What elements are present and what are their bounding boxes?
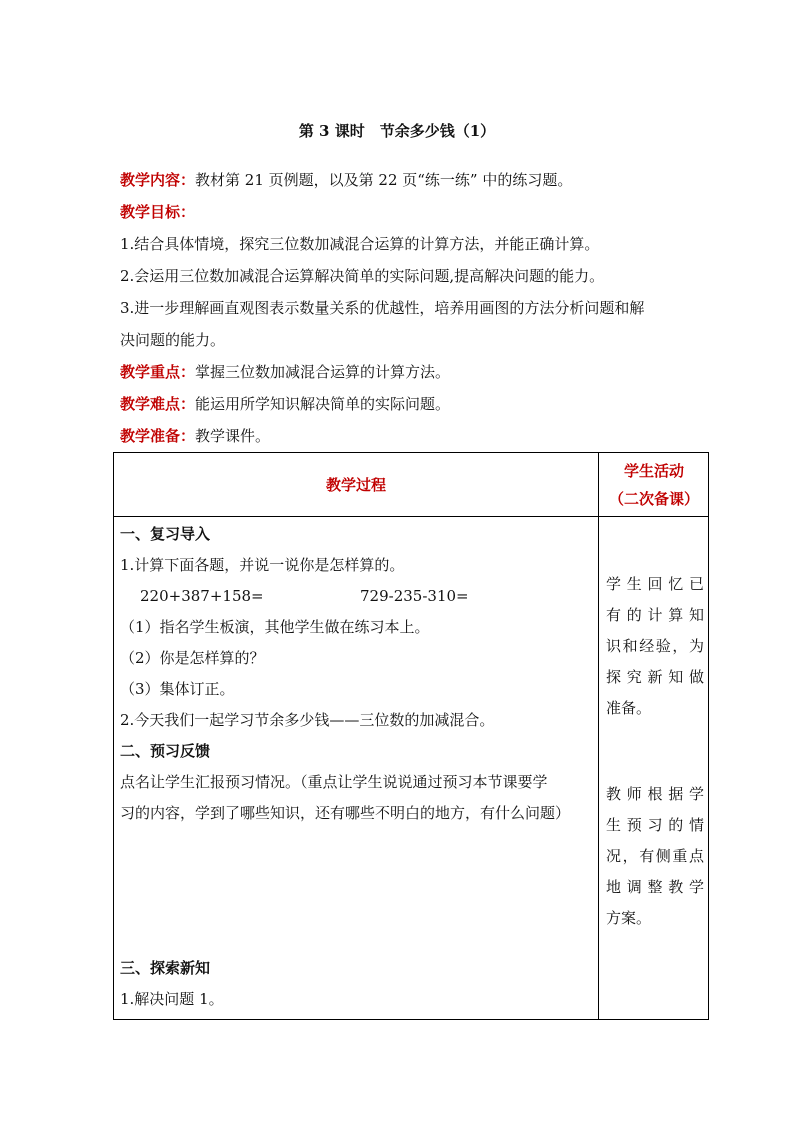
preview-line-2: 习的内容，学到了哪些知识，还有哪些不明白的地方，有什么问题） bbox=[120, 804, 571, 822]
section-review-title: 一、复习导入 bbox=[120, 525, 211, 543]
header-side-line2: （二次备课） bbox=[608, 489, 699, 508]
student-activity-note-1 bbox=[606, 569, 704, 724]
meta-goal-3-cont: 决问题的能力。 bbox=[120, 331, 226, 349]
spacer bbox=[120, 891, 595, 922]
note-line: 地调整教学 bbox=[606, 878, 704, 896]
note-line: 方案。 bbox=[606, 909, 652, 927]
meta-label: 教学目标： bbox=[120, 203, 196, 221]
meta-content bbox=[120, 164, 710, 196]
spacer bbox=[120, 829, 595, 860]
note-line: 况，有侧重点 bbox=[606, 847, 704, 865]
meta-key-point bbox=[120, 356, 710, 388]
note-line: 教师根据学 bbox=[606, 785, 704, 803]
review-sub-3: （3）集体订正。 bbox=[120, 680, 235, 698]
meta-label: 教学准备： bbox=[120, 427, 196, 445]
explore-item-1: 1.解决问题 1。 bbox=[120, 990, 224, 1008]
preview-line-1: 点名让学生汇报预习情况。（重点让学生说说通过预习本节课要学 bbox=[120, 773, 548, 791]
note-line: 生预习的情 bbox=[606, 816, 704, 834]
review-sub-1: （1）指名学生板演，其他学生做在练习本上。 bbox=[120, 618, 430, 636]
meta-goals bbox=[120, 196, 710, 228]
student-activity-note-2 bbox=[606, 779, 704, 934]
note-line: 探究新知做 bbox=[606, 668, 704, 686]
lesson-title: 第 3 课时 节余多少钱（1） bbox=[298, 122, 496, 140]
meta-text: 教学课件。 bbox=[195, 427, 271, 445]
lesson-meta bbox=[120, 164, 710, 452]
calc-a: 220+387+158= bbox=[140, 587, 264, 605]
calc-b: 729-235-310= bbox=[360, 587, 469, 605]
spacer bbox=[120, 922, 595, 953]
meta-goal-1: 1.结合具体情境，探究三位数加减混合运算的计算方法，并能正确计算。 bbox=[120, 235, 600, 253]
header-teaching-process: 教学过程 bbox=[325, 476, 386, 494]
meta-label: 教学重点： bbox=[120, 363, 196, 381]
meta-goal-2: 2.会运用三位数加减混合运算解决简单的实际问题,提高解决问题的能力。 bbox=[120, 267, 605, 285]
meta-goal-3: 3.进一步理解画直观图表示数量关系的优越性，培养用画图的方法分析问题和解 bbox=[120, 299, 645, 317]
section-explore-title: 三、探索新知 bbox=[120, 959, 211, 977]
header-student-activity bbox=[599, 453, 709, 516]
header-divider bbox=[114, 516, 708, 517]
lesson-table bbox=[113, 452, 709, 1020]
column-divider bbox=[598, 453, 599, 1019]
note-line: 识和经验，为 bbox=[606, 637, 704, 655]
header-side-line1: 学生活动 bbox=[623, 461, 684, 480]
meta-text: 能运用所学知识解决简单的实际问题。 bbox=[195, 395, 451, 413]
meta-text: 掌握三位数加减混合运算的计算方法。 bbox=[195, 363, 451, 381]
meta-difficulty bbox=[120, 388, 710, 420]
meta-label: 教学内容： bbox=[120, 171, 196, 189]
meta-label: 教学难点： bbox=[120, 395, 196, 413]
review-item-2: 2.今天我们一起学习节余多少钱——三位数的加减混合。 bbox=[120, 711, 495, 729]
section-preview-title: 二、预习反馈 bbox=[120, 742, 211, 760]
spacer bbox=[120, 860, 595, 891]
calc-row bbox=[120, 581, 595, 612]
meta-text: 教材第 21 页例题，以及第 22 页“练一练” 中的练习题。 bbox=[195, 171, 573, 189]
teaching-process-body bbox=[120, 519, 595, 1015]
review-sub-2: （2）你是怎样算的？ bbox=[120, 649, 265, 667]
note-line: 有的计算知 bbox=[606, 606, 704, 624]
review-item-1: 1.计算下面各题，并说一说你是怎样算的。 bbox=[120, 556, 405, 574]
note-line: 准备。 bbox=[606, 699, 652, 717]
note-line: 学生回忆已 bbox=[606, 575, 704, 593]
meta-preparation bbox=[120, 420, 710, 452]
